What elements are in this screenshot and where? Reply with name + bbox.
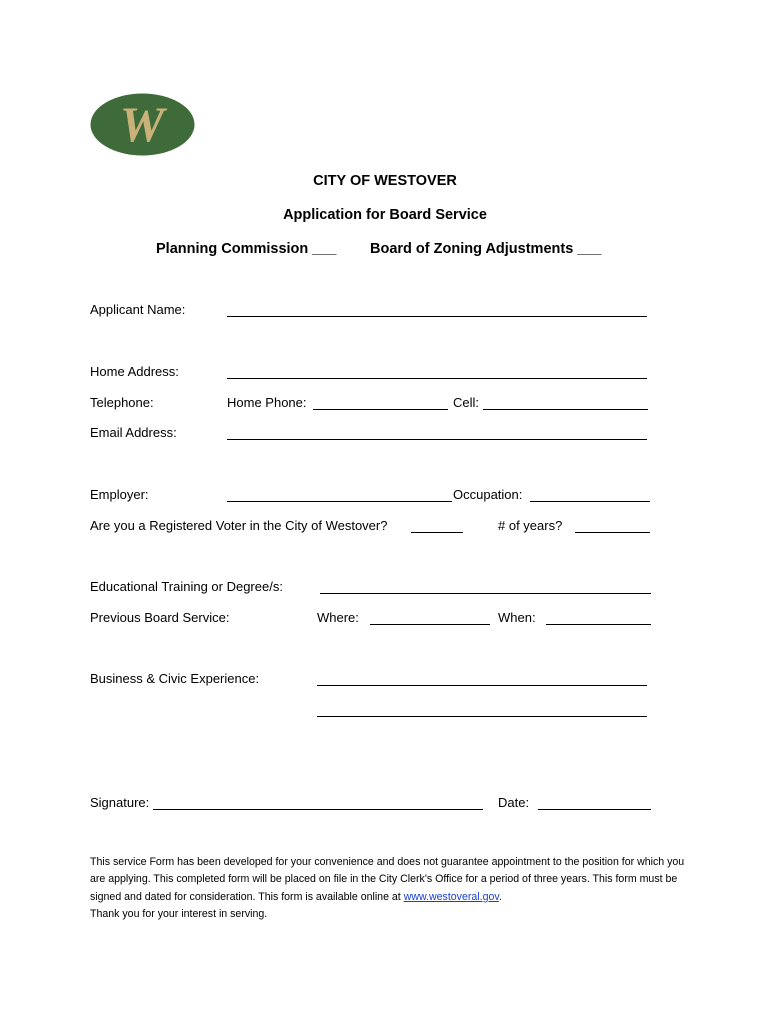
where-label: Where: <box>317 610 359 625</box>
email-label: Email Address: <box>90 425 177 440</box>
education-label: Educational Training or Degree/s: <box>90 579 283 594</box>
city-logo <box>90 93 195 156</box>
home-address-field[interactable] <box>227 378 647 379</box>
employer-field[interactable] <box>227 501 452 502</box>
applicant-name-field[interactable] <box>227 316 647 317</box>
website-link[interactable]: www.westoveral.gov <box>403 890 499 903</box>
home-phone-label: Home Phone: <box>227 395 307 410</box>
business-civic-field-2[interactable] <box>317 716 647 717</box>
where-field[interactable] <box>370 624 490 625</box>
years-label: # of years? <box>498 518 563 533</box>
footer-text: This service Form has been developed for your convenience and does not guarantee appointment to the position for which you are applying. This completed form will be placed on file in the City Clerk's Office for a period of three years. This form must be signed and dated for consideration. This form is available online at <box>90 856 685 903</box>
telephone-label: Telephone: <box>90 395 154 410</box>
when-field[interactable] <box>546 624 651 625</box>
cell-field[interactable] <box>483 409 648 410</box>
signature-label: Signature: <box>90 795 150 810</box>
option-board-zoning[interactable]: Board of Zoning Adjustments ___ <box>370 241 602 257</box>
footer-text-end: . <box>498 890 502 903</box>
business-civic-label: Business & Civic Experience: <box>90 671 260 686</box>
logo-letter: W <box>119 96 165 152</box>
previous-board-label: Previous Board Service: <box>90 610 230 625</box>
home-address-label: Home Address: <box>90 364 179 379</box>
signature-field[interactable] <box>153 809 483 810</box>
employer-label: Employer: <box>90 487 149 502</box>
registered-voter-field[interactable] <box>411 532 463 533</box>
home-phone-field[interactable] <box>313 409 448 410</box>
registered-voter-label: Are you a Registered Voter in the City of Westover? <box>90 518 388 533</box>
applicant-name-label: Applicant Name: <box>90 302 186 317</box>
form-subtitle: Application for Board Service <box>283 207 487 223</box>
email-field[interactable] <box>227 439 647 440</box>
business-civic-field-1[interactable] <box>317 685 647 686</box>
date-label: Date: <box>498 795 530 810</box>
cell-label: Cell: <box>453 395 480 410</box>
city-title: CITY OF WESTOVER <box>313 173 457 189</box>
occupation-label: Occupation: <box>453 487 523 502</box>
when-label: When: <box>498 610 536 625</box>
footer-notice <box>90 854 690 923</box>
years-field[interactable] <box>575 532 650 533</box>
education-field[interactable] <box>320 593 651 594</box>
date-field[interactable] <box>538 809 651 810</box>
occupation-field[interactable] <box>530 501 650 502</box>
footer-thanks: Thank you for your interest in serving. <box>90 907 268 920</box>
option-planning-commission[interactable]: Planning Commission ___ <box>156 241 337 257</box>
